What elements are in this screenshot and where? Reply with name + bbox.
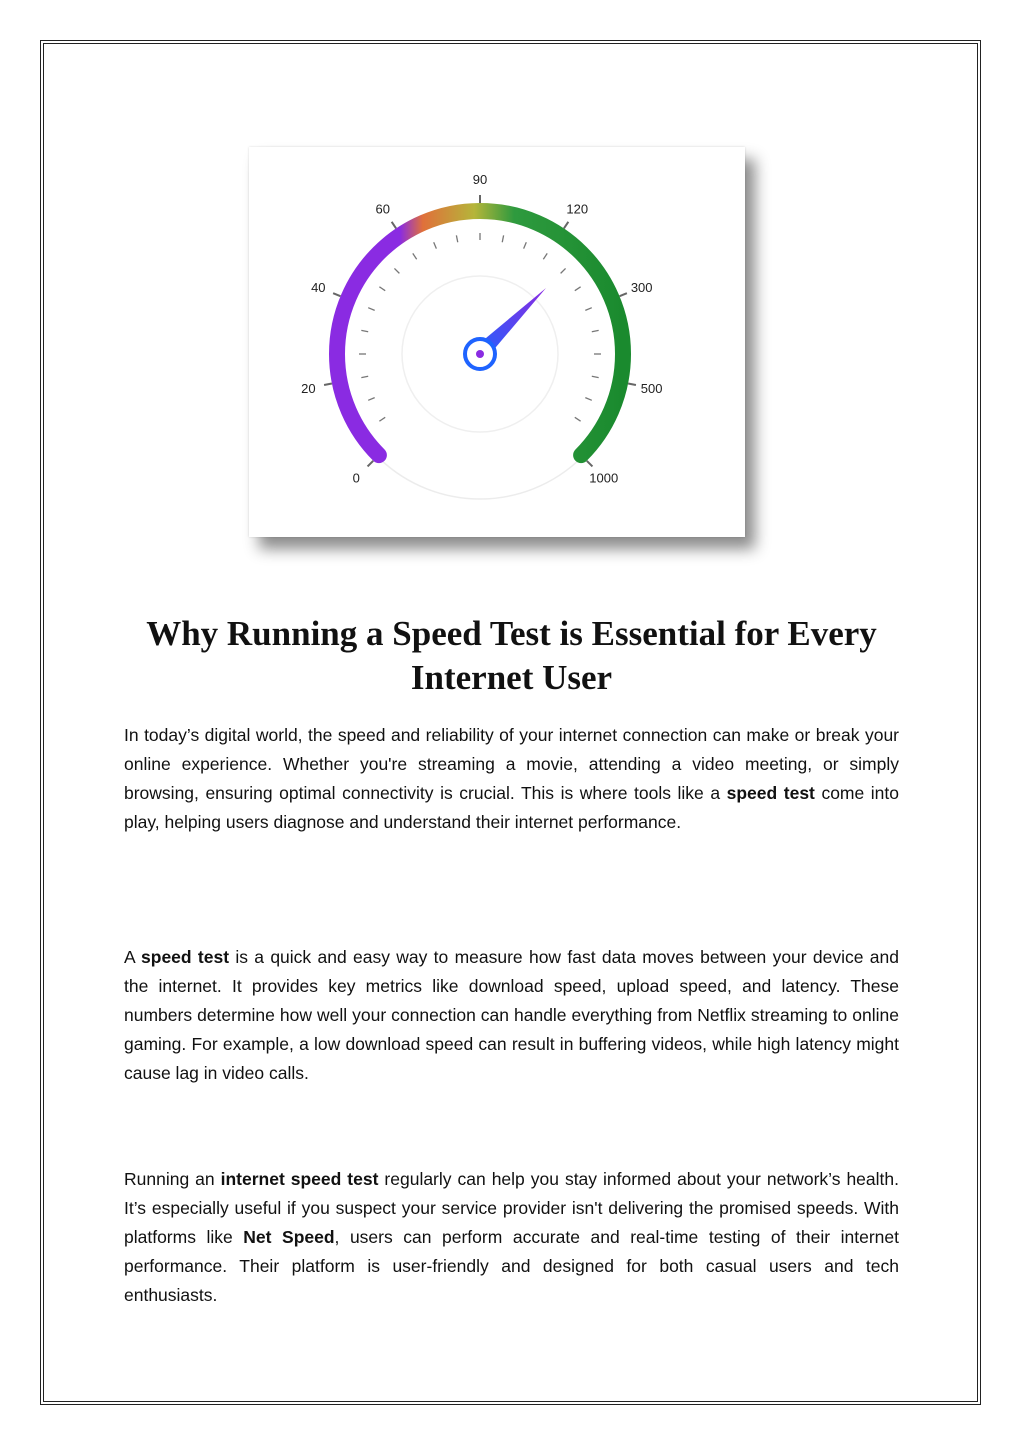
paragraph-text: In today’s digital world, the speed and reliability of your internet connection can make or break your online experience. Whether you're streaming a movie, attending a video meeting, or simply browsing, ensuring optimal connectivity is crucial. This is where tools like a [124,725,899,803]
minor-tick [368,308,374,311]
minor-tick [592,376,599,377]
paragraph-text: regularly can help you stay informed about your network’s health. It’s especially useful if you suspect your service provider isn't delivering the promised speeds. With platforms like [124,1169,899,1247]
bold-term: speed test [141,947,230,967]
scale-label: 500 [640,381,663,397]
scale-label: 1000 [589,470,619,486]
scale-label: 40 [311,280,326,296]
minor-tick [394,268,399,273]
needle-hub-center [476,350,484,358]
scale-label: 0 [352,470,360,486]
paragraph-text: A [124,947,142,967]
minor-tick [585,308,591,311]
minor-tick [361,330,368,331]
minor-tick [524,242,527,248]
speedometer-image [249,147,745,537]
major-tick [628,383,636,385]
minor-ticks [359,233,601,421]
minor-tick [502,235,503,242]
minor-tick [585,398,591,401]
paragraph-intro [124,721,899,837]
minor-tick [413,253,417,259]
minor-tick [379,417,385,421]
minor-tick [575,417,581,421]
scale-label: 300 [630,280,653,296]
major-tick [392,222,396,229]
minor-tick [592,330,599,331]
major-tick [333,293,340,296]
major-tick [368,461,374,467]
bold-term: Net Speed [243,1227,335,1247]
major-tick [564,222,568,229]
bold-term: internet speed test [220,1169,379,1189]
speed-arc [337,211,623,455]
minor-tick [434,242,437,248]
scale-label: 120 [566,201,589,217]
minor-tick [379,287,385,291]
minor-tick [368,398,374,401]
paragraph-text: , users can perform accurate and real-time testing of their internet performance. Their platform is user-friendly and designed for both casual users and tech enthusiasts. [124,1227,899,1305]
minor-tick [456,235,457,242]
paragraph-definition [124,943,899,1088]
paragraph-benefits [124,1165,899,1310]
paragraph-text: Running an [124,1169,221,1189]
bold-term: speed test [726,783,815,803]
speedometer-gauge [249,147,745,537]
major-tick [620,293,627,296]
major-tick [587,461,593,467]
article-title: Why Running a Speed Test is Essential for Every Internet User [146,614,877,697]
minor-tick [561,268,566,273]
minor-tick [575,287,581,291]
minor-tick [361,376,368,377]
paragraph-text: come into play, helping users diagnose and understand their internet performance. [124,783,900,832]
scale-label: 60 [375,201,391,217]
minor-tick [543,253,547,259]
major-tick [324,383,332,385]
scale-label: 90 [472,172,488,187]
scale-label: 20 [301,381,316,397]
paragraph-text: is a quick and easy way to measure how fast data moves between your device and the internet. It provides key metrics like download speed, upload speed, and latency. These numbers determine how well your connection can handle everything from Netflix streaming to online gaming. For example, a low download speed can result in buffering videos, while high latency might cause lag in video calls. [124,947,899,1083]
